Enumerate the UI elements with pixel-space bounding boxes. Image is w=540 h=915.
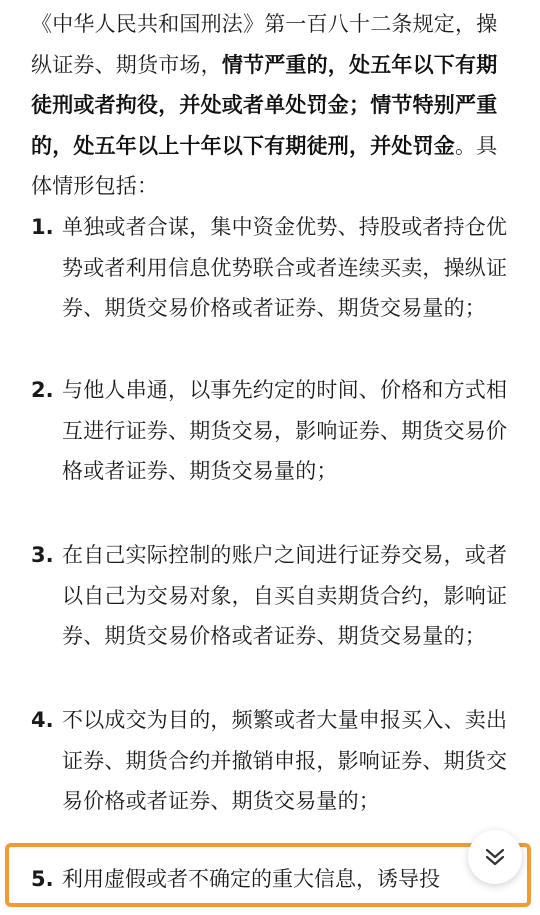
list-item-text: 不以成交为目的，频繁或者大量申报买入、卖出证券、期货合约并撤销申报，影响证券、期货交易价格或者证券、期货交易量的； xyxy=(62,708,508,813)
list-item-text: 在自己实际控制的账户之间进行证券交易，或者以自己为交易对象，自买自卖期货合约，影响证券、期货交易价格或者证券、期货交易量的； xyxy=(62,543,508,648)
list-item-number: 4. xyxy=(31,708,54,732)
scroll-down-button[interactable] xyxy=(468,830,522,884)
list-item-number: 1. xyxy=(31,215,54,239)
list-item-number: 2. xyxy=(31,378,54,402)
list-item-text: 单独或者合谋，集中资金优势、持股或者持仓优势或者利用信息优势联合或者连续买卖，操纵证券、期货交易价格或者证券、期货交易量的； xyxy=(62,215,508,320)
list-item-text: 利用虚假或者不确定的重大信息，诱导投 xyxy=(62,867,440,891)
list-item-number: 5. xyxy=(31,867,54,891)
intro-text-end: 。具体情形包括： xyxy=(31,133,498,198)
intro-paragraph xyxy=(31,4,515,207)
highlighted-list-item[interactable] xyxy=(5,843,531,907)
intro-bold-penalty: 情节严重的，处五年以下有期徒刑或者拘役，并处或者单处罚金；情节特别严重的，处五年以上十年以下有期徒刑，并处罚金 xyxy=(31,52,498,158)
list-item-text: 与他人串通，以事先约定的时间、价格和方式相互进行证券、期货交易，影响证券、期货交易价格或者证券、期货交易量的； xyxy=(62,378,508,483)
intro-text-start: 《中华人民共和国刑法》第一百八十二条规定，操纵证券、期货市场， xyxy=(31,12,498,77)
list-item-number: 3. xyxy=(31,543,54,567)
double-chevron-down-icon xyxy=(484,847,506,867)
